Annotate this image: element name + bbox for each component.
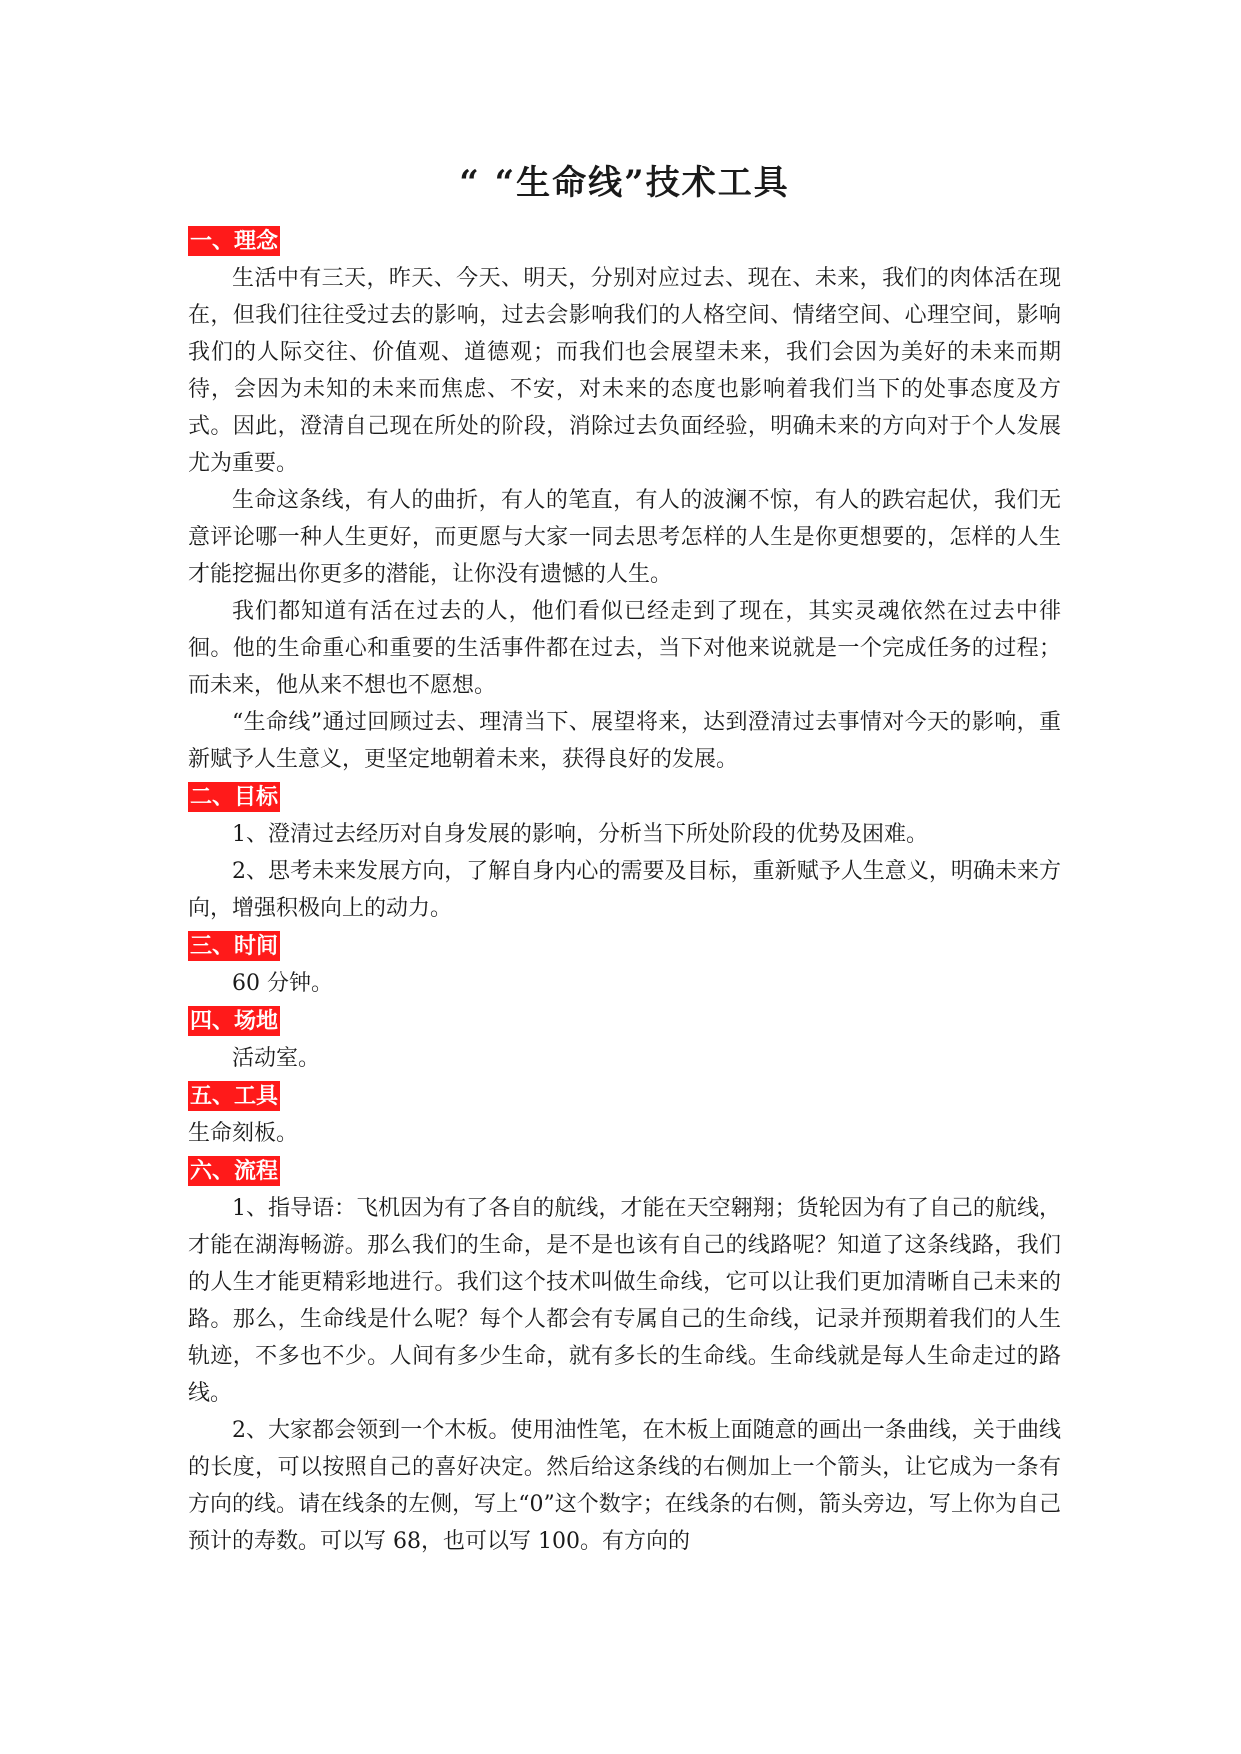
paragraph: 60 分钟。 <box>232 971 333 996</box>
paragraph: 2、思考未来发展方向，了解自身内心的需要及目标，重新赋予人生意义，明确未来方向，增强积极向上的动力。 <box>188 859 1061 921</box>
section-heading: 二、目标 <box>190 784 279 810</box>
section-venue <box>188 1002 1061 1077</box>
paragraph: 我们都知道有活在过去的人，他们看似已经走到了现在，其实灵魂依然在过去中徘徊。他的生命重心和重要的生活事件都在过去，当下对他来说就是一个完成任务的过程；而未来，他从来不想也不愿想。 <box>188 599 1061 698</box>
section-time <box>188 927 1061 1002</box>
section-heading: 一、理念 <box>190 228 279 254</box>
section-goals <box>188 778 1061 927</box>
section-tools <box>188 1077 1061 1152</box>
section-heading: 五、工具 <box>190 1083 279 1109</box>
section-heading: 三、时间 <box>190 933 279 959</box>
section-heading: 六、流程 <box>190 1158 279 1184</box>
section-process <box>188 1152 1061 1560</box>
paragraph: 1、澄清过去经历对自身发展的影响，分析当下所处阶段的优势及困难。 <box>232 822 928 847</box>
paragraph: 2、大家都会领到一个木板。使用油性笔，在木板上面随意的画出一条曲线，关于曲线的长度，可以按照自己的喜好决定。然后给这条线的右侧加上一个箭头，让它成为一条有方向的线。请在线条的左侧，写上“0”这个数字；在线条的右侧，箭头旁边，写上你为自己预计的寿数。可以写 68，也可以写 100。有方向的 <box>188 1418 1061 1554</box>
document-title: “ “生命线”技术工具 <box>459 163 790 203</box>
paragraph: 1、指导语：飞机因为有了各自的航线，才能在天空翱翔；货轮因为有了自己的航线，才能在湖海畅游。那么我们的生命，是不是也该有自己的线路呢？知道了这条线路，我们的人生才能更精彩地进行。我们这个技术叫做生命线，它可以让我们更加清晰自己未来的路。那么，生命线是什么呢？每个人都会有专属自己的生命线，记录并预期着我们的人生轨迹，不多也不少。人间有多少生命，就有多长的生命线。生命线就是每人生命走过的路线。 <box>188 1196 1061 1406</box>
paragraph: 活动室。 <box>232 1046 321 1071</box>
paragraph: 生活中有三天，昨天、今天、明天，分别对应过去、现在、未来，我们的肉体活在现在，但我们往往受过去的影响，过去会影响我们的人格空间、情绪空间、心理空间，影响我们的人际交往、价值观、道德观；而我们也会展望未来，我们会因为美好的未来而期待，会因为未知的未来而焦虑、不安，对未来的态度也影响着我们当下的处事态度及方式。因此，澄清自己现在所处的阶段，消除过去负面经验，明确未来的方向对于个人发展尤为重要。 <box>188 266 1061 476</box>
paragraph: “生命线”通过回顾过去、理清当下、展望将来，达到澄清过去事情对今天的影响，重新赋予人生意义，更坚定地朝着未来，获得良好的发展。 <box>188 710 1061 772</box>
paragraph: 生命这条线，有人的曲折，有人的笔直，有人的波澜不惊，有人的跌宕起伏，我们无意评论哪一种人生更好，而更愿与大家一同去思考怎样的人生是你更想要的，怎样的人生才能挖掘出你更多的潜能，让你没有遗憾的人生。 <box>188 488 1061 587</box>
paragraph: 生命刻板。 <box>188 1121 299 1146</box>
section-heading: 四、场地 <box>190 1008 279 1034</box>
section-concept <box>188 222 1061 778</box>
